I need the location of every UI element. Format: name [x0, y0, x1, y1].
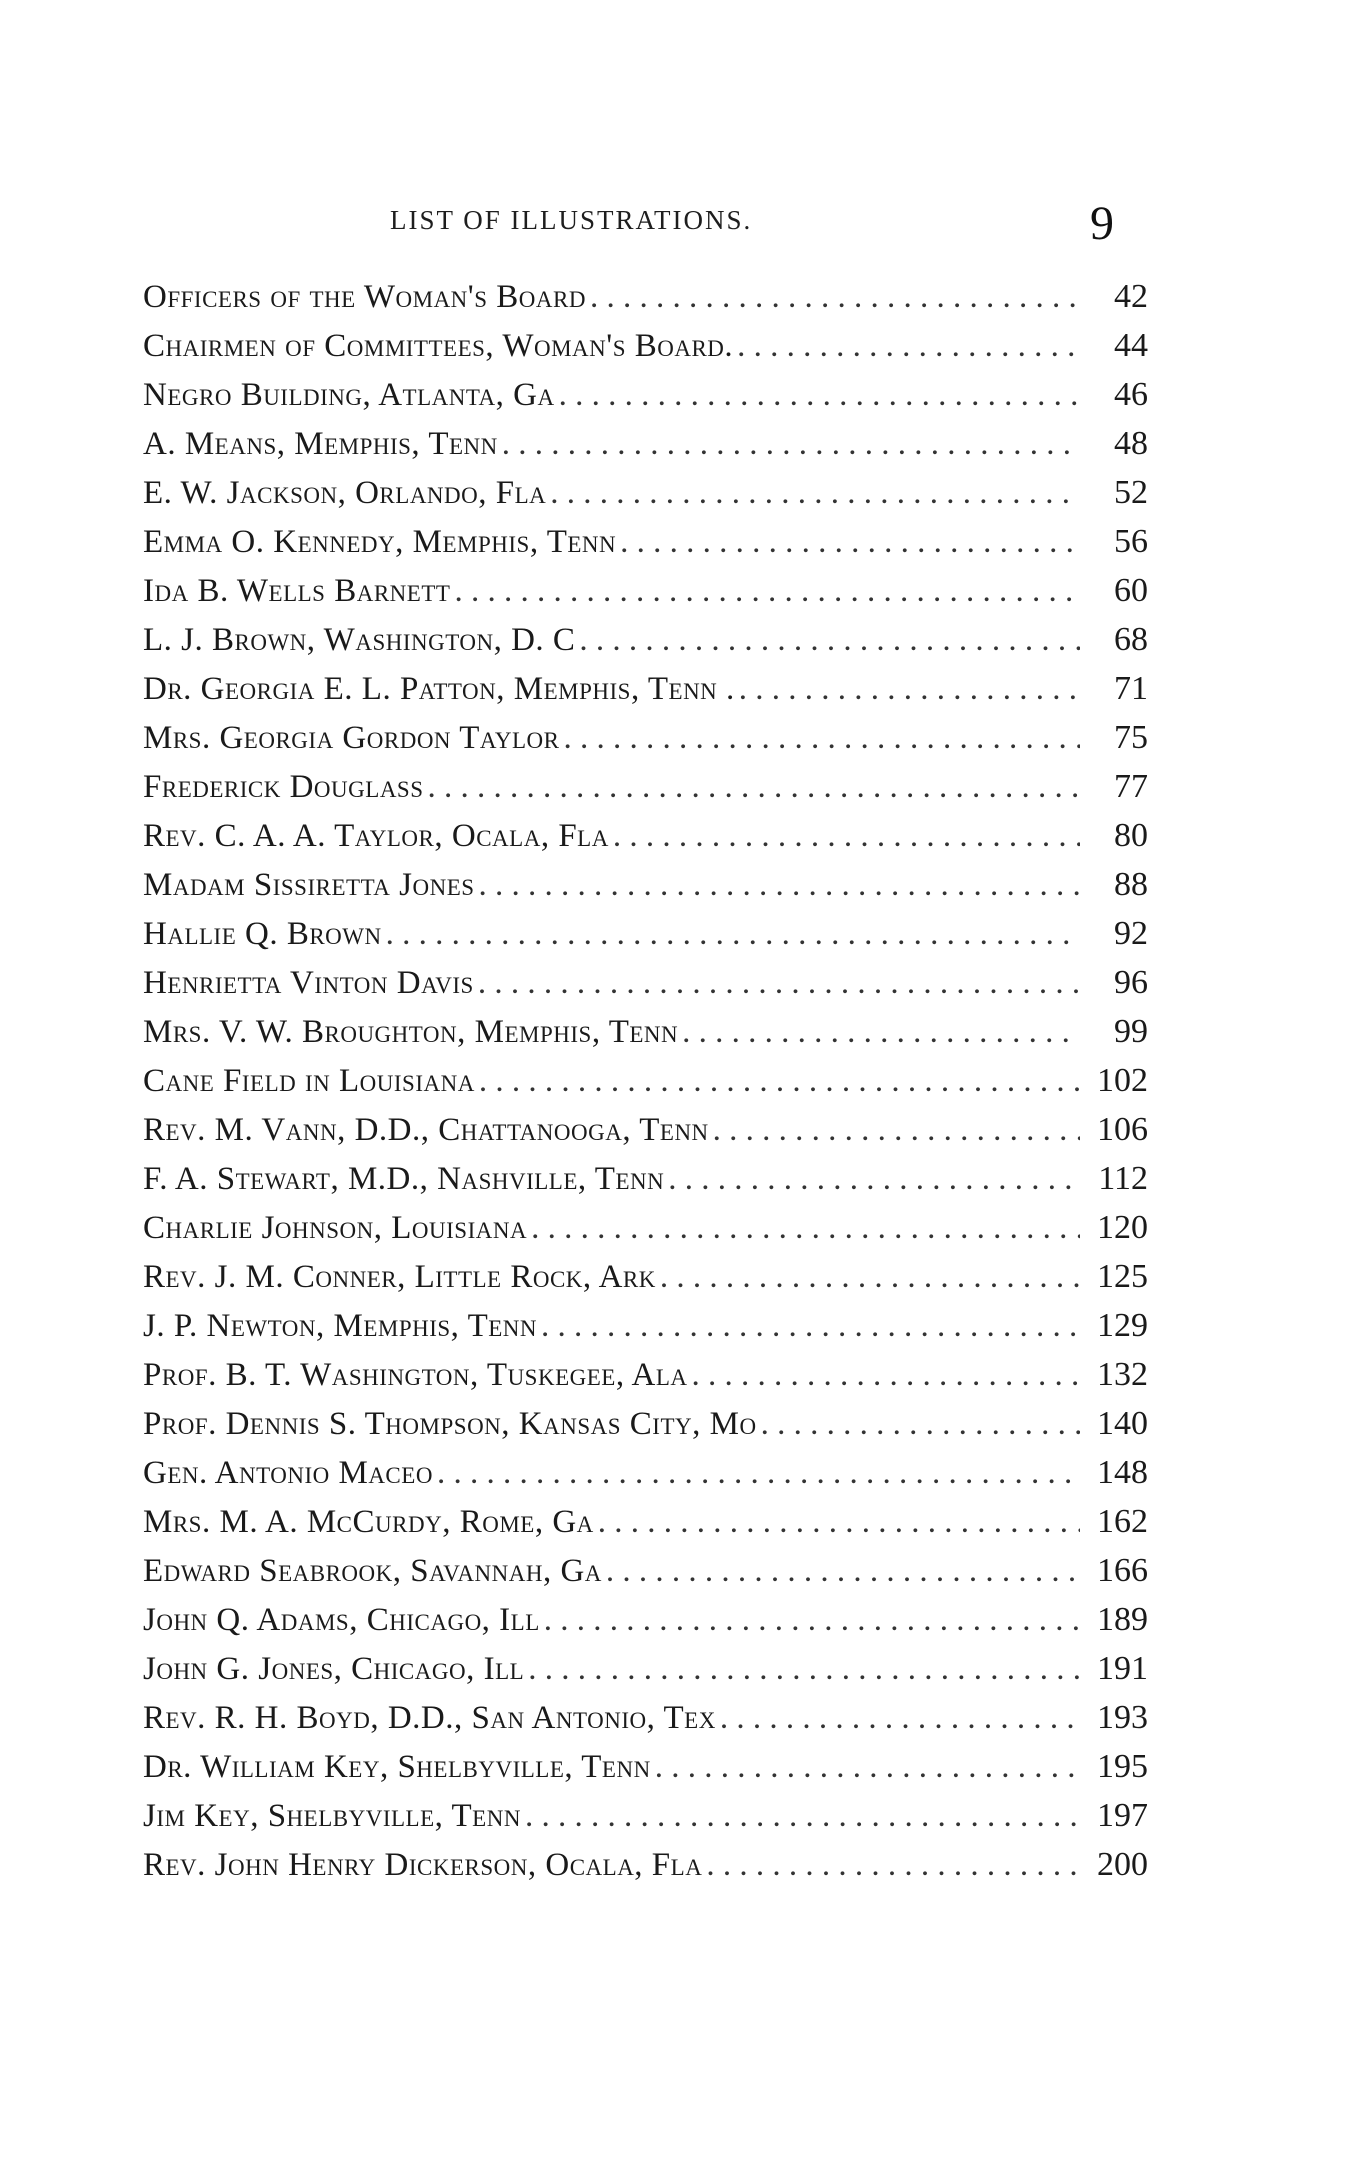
illustration-title: John G. Jones, Chicago, Ill [143, 1651, 525, 1687]
illustration-title: A. Means, Memphis, Tenn [143, 426, 498, 462]
illustrations-list [143, 278, 1148, 1895]
illustration-title: L. J. Brown, Washington, D. C [143, 622, 576, 658]
illustration-title: Henrietta Vinton Davis [143, 965, 474, 1001]
illustration-title: Prof. Dennis S. Thompson, Kansas City, Mo [143, 1406, 757, 1442]
illustration-page-number: 189 [1097, 1601, 1148, 1638]
list-item [143, 1111, 1148, 1160]
dot-leader [678, 1014, 1080, 1051]
list-item [143, 817, 1148, 866]
illustration-title: Officers of the Woman's Board [143, 279, 586, 315]
dot-leader [521, 1798, 1080, 1835]
illustration-title: Cane Field in Louisiana [143, 1063, 475, 1099]
illustration-title: Madam Sissiretta Jones [143, 867, 475, 903]
list-item [143, 1160, 1148, 1209]
illustration-page-number: 162 [1097, 1503, 1148, 1540]
dot-leader [757, 1406, 1080, 1443]
illustration-page-number: 52 [1114, 474, 1148, 511]
dot-leader [709, 1112, 1080, 1149]
illustration-page-number: 106 [1097, 1111, 1148, 1148]
list-item [143, 1307, 1148, 1356]
dot-leader [498, 426, 1080, 463]
dot-leader [664, 1161, 1080, 1198]
illustration-page-number: 197 [1097, 1797, 1148, 1834]
illustration-page-number: 125 [1097, 1258, 1148, 1295]
list-item [143, 1503, 1148, 1552]
dot-leader [594, 1504, 1080, 1541]
dot-leader [555, 377, 1080, 414]
list-item [143, 1650, 1148, 1699]
list-item [143, 523, 1148, 572]
list-item [143, 327, 1148, 376]
list-item [143, 866, 1148, 915]
illustration-page-number: 102 [1097, 1062, 1148, 1099]
list-item [143, 376, 1148, 425]
dot-leader [524, 1651, 1080, 1688]
illustration-title: Dr. Georgia E. L. Patton, Memphis, Tenn . [143, 671, 735, 707]
dot-leader [609, 818, 1080, 855]
list-item [143, 621, 1148, 670]
illustration-title: Rev. John Henry Dickerson, Ocala, Fla [143, 1847, 703, 1883]
dot-leader [537, 1308, 1080, 1345]
list-item [143, 1062, 1148, 1111]
list-item [143, 1797, 1148, 1846]
illustration-page-number: 148 [1097, 1454, 1148, 1491]
list-item [143, 670, 1148, 719]
list-item [143, 425, 1148, 474]
illustration-page-number: 44 [1114, 327, 1148, 364]
illustration-title: F. A. Stewart, M.D., Nashville, Tenn [143, 1161, 665, 1197]
illustration-page-number: 120 [1097, 1209, 1148, 1246]
list-item [143, 572, 1148, 621]
list-item [143, 1356, 1148, 1405]
illustration-page-number: 96 [1114, 964, 1148, 1001]
illustration-title: Charlie Johnson, Louisiana [143, 1210, 528, 1246]
illustration-title: E. W. Jackson, Orlando, Fla [143, 475, 547, 511]
dot-leader [656, 1259, 1080, 1296]
illustration-page-number: 80 [1114, 817, 1148, 854]
list-item [143, 1454, 1148, 1503]
illustration-page-number: 60 [1114, 572, 1148, 609]
dot-leader [716, 1700, 1080, 1737]
running-title: LIST OF ILLUSTRATIONS. [390, 205, 753, 235]
list-item [143, 915, 1148, 964]
illustration-page-number: 88 [1114, 866, 1148, 903]
illustration-title: J. P. Newton, Memphis, Tenn [143, 1308, 538, 1344]
list-item [143, 278, 1148, 327]
illustration-page-number: 71 [1114, 670, 1148, 707]
dot-leader [433, 1455, 1080, 1492]
dot-leader [546, 475, 1080, 512]
illustration-title: Mrs. M. A. McCurdy, Rome, Ga [143, 1504, 594, 1540]
illustration-page-number: 42 [1114, 278, 1148, 315]
list-item [143, 1209, 1148, 1258]
illustration-page-number: 129 [1097, 1307, 1148, 1344]
list-item [143, 1846, 1148, 1895]
illustration-page-number: 195 [1097, 1748, 1148, 1785]
dot-leader [527, 1210, 1080, 1247]
illustration-title: Negro Building, Atlanta, Ga [143, 377, 555, 413]
illustration-title: Hallie Q. Brown [143, 916, 382, 952]
list-item [143, 1699, 1148, 1748]
dot-leader [475, 867, 1080, 904]
list-item [143, 964, 1148, 1013]
illustration-page-number: 92 [1114, 915, 1148, 952]
illustration-page-number: 99 [1114, 1013, 1148, 1050]
illustration-page-number: 46 [1114, 376, 1148, 413]
dot-leader [382, 916, 1080, 953]
list-item [143, 719, 1148, 768]
illustration-title: Rev. M. Vann, D.D., Chattanooga, Tenn [143, 1112, 709, 1148]
illustration-title: Gen. Antonio Maceo [143, 1455, 433, 1491]
illustration-title: John Q. Adams, Chicago, Ill [143, 1602, 540, 1638]
illustration-page-number: 132 [1097, 1356, 1148, 1393]
list-item [143, 1013, 1148, 1062]
list-item [143, 768, 1148, 817]
dot-leader [651, 1749, 1080, 1786]
illustration-title: Rev. J. M. Conner, Little Rock, Ark [143, 1259, 656, 1295]
illustration-page-number: 48 [1114, 425, 1148, 462]
dot-leader [602, 1553, 1080, 1590]
dot-leader [559, 720, 1080, 757]
dot-leader [733, 328, 1080, 365]
illustration-page-number: 166 [1097, 1552, 1148, 1589]
illustration-page-number: 193 [1097, 1699, 1148, 1736]
dot-leader [735, 671, 1080, 708]
illustration-page-number: 56 [1114, 523, 1148, 560]
dot-leader [586, 279, 1080, 316]
dot-leader [540, 1602, 1080, 1639]
illustration-title: Chairmen of Committees, Woman's Board. [143, 328, 734, 364]
dot-leader [575, 622, 1080, 659]
illustration-title: Ida B. Wells Barnett [143, 573, 451, 609]
illustration-title: Emma O. Kennedy, Memphis, Tenn [143, 524, 617, 560]
illustration-title: Dr. William Key, Shelbyville, Tenn [143, 1749, 651, 1785]
dot-leader [424, 769, 1080, 806]
dot-leader [702, 1847, 1080, 1884]
illustration-page-number: 140 [1097, 1405, 1148, 1442]
illustration-page-number: 68 [1114, 621, 1148, 658]
list-item [143, 1601, 1148, 1650]
illustration-page-number: 75 [1114, 719, 1148, 756]
list-item [143, 1258, 1148, 1307]
illustration-title: Frederick Douglass [143, 769, 424, 805]
illustration-title: Edward Seabrook, Savannah, Ga [143, 1553, 602, 1589]
illustration-title: Rev. R. H. Boyd, D.D., San Antonio, Tex [143, 1700, 716, 1736]
illustration-title: Prof. B. T. Washington, Tuskegee, Ala [143, 1357, 688, 1393]
dot-leader [475, 1063, 1080, 1100]
illustration-title: Rev. C. A. A. Taylor, Ocala, Fla [143, 818, 609, 854]
dot-leader [616, 524, 1080, 561]
illustration-title: Mrs. V. W. Broughton, Memphis, Tenn [143, 1014, 679, 1050]
illustration-title: Jim Key, Shelbyville, Tenn [143, 1798, 521, 1834]
list-item [143, 1552, 1148, 1601]
page-number: 9 [1090, 197, 1114, 250]
illustration-page-number: 191 [1097, 1650, 1148, 1687]
illustration-page-number: 77 [1114, 768, 1148, 805]
illustration-title: Mrs. Georgia Gordon Taylor [143, 720, 560, 756]
list-item [143, 1405, 1148, 1454]
illustration-page-number: 200 [1097, 1846, 1148, 1883]
dot-leader [688, 1357, 1080, 1394]
list-item [143, 1748, 1148, 1797]
illustration-page-number: 112 [1098, 1160, 1148, 1197]
list-item [143, 474, 1148, 523]
dot-leader [474, 965, 1080, 1002]
dot-leader [450, 573, 1080, 610]
